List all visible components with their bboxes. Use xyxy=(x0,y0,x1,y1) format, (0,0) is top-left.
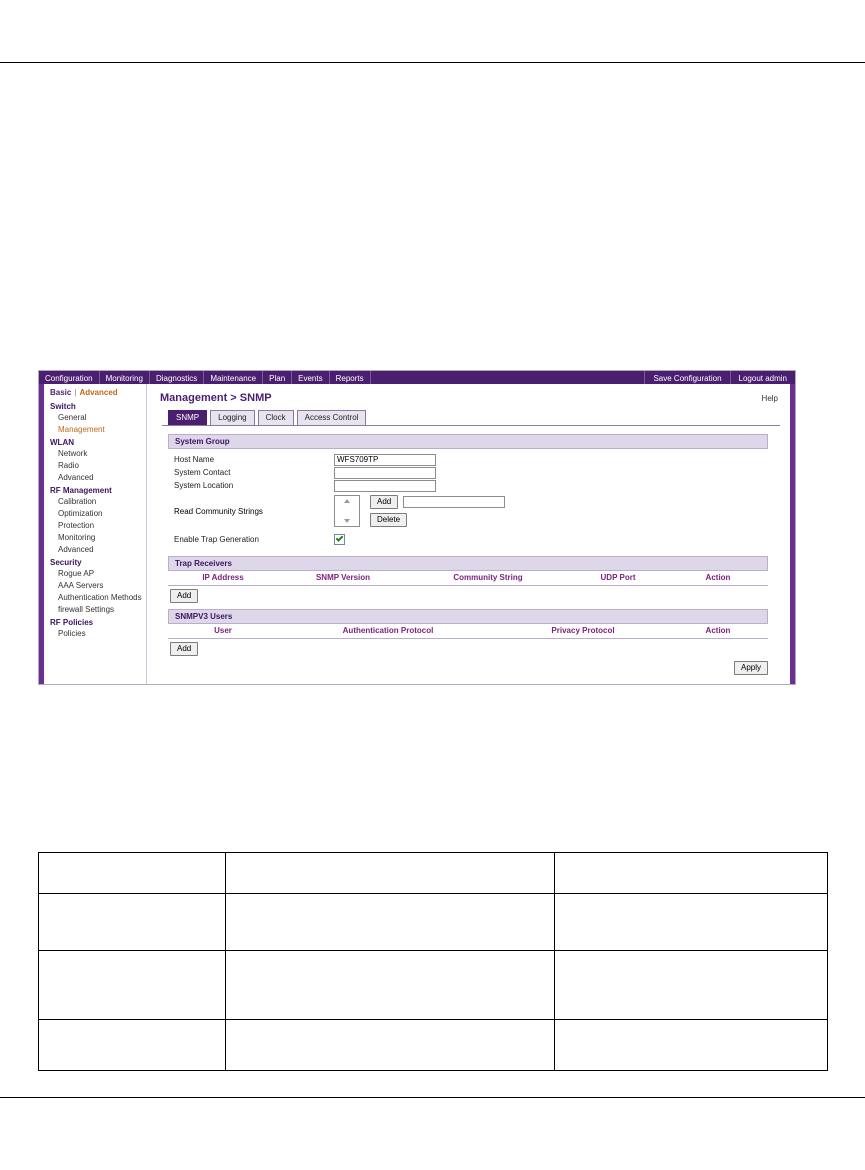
top-menu-bar xyxy=(39,371,795,384)
sidebar-item-authentication-methods[interactable]: Authentication Methods xyxy=(58,593,142,602)
enable-trap-label: Enable Trap Generation xyxy=(174,535,259,544)
doc-table-cell xyxy=(226,1020,555,1071)
system-location-label: System Location xyxy=(174,481,234,490)
sidebar-item-policies[interactable]: Policies xyxy=(58,629,86,638)
page-title-page: SNMP xyxy=(239,392,272,404)
host-name-label: Host Name xyxy=(174,455,215,464)
sidebar-mode-basic[interactable]: Basic xyxy=(50,388,72,397)
help-link[interactable]: Help xyxy=(761,394,778,403)
save-configuration-link[interactable]: Save Configuration xyxy=(644,371,729,384)
sidebar-item-monitoring[interactable]: Monitoring xyxy=(58,533,96,542)
sidebar xyxy=(44,384,147,685)
system-contact-label: System Contact xyxy=(174,468,231,477)
menu-item-events[interactable]: Events xyxy=(292,371,329,384)
doc-table-cell xyxy=(39,951,226,1020)
snmpv3-users-add-button[interactable]: Add xyxy=(170,642,198,656)
table-header-row xyxy=(168,571,768,586)
column-ip-address: IP Address xyxy=(168,571,278,586)
page-top-rule xyxy=(0,62,865,63)
trap-receivers-heading: Trap Receivers xyxy=(168,556,768,571)
read-community-add-button[interactable]: Add xyxy=(370,495,398,509)
menu-item-plan[interactable]: Plan xyxy=(263,371,292,384)
read-community-input[interactable] xyxy=(403,496,505,508)
page-bottom-rule xyxy=(0,1097,865,1098)
document-table xyxy=(38,852,828,1071)
webui-screenshot xyxy=(38,370,796,685)
sidebar-group-switch: Switch xyxy=(50,402,76,411)
trap-receivers-panel xyxy=(168,556,768,603)
system-contact-row xyxy=(174,466,768,479)
column-user: User xyxy=(168,624,278,639)
read-community-delete-button[interactable]: Delete xyxy=(370,513,407,527)
read-community-delete-line xyxy=(370,513,505,527)
menu-item-diagnostics[interactable]: Diagnostics xyxy=(150,371,204,384)
enable-trap-checkbox[interactable] xyxy=(334,534,345,545)
sidebar-group-security: Security xyxy=(50,558,82,567)
sidebar-group-rf-management: RF Management xyxy=(50,486,112,495)
page-title xyxy=(160,392,780,404)
sidebar-item-firewall-settings[interactable]: firewall Settings xyxy=(58,605,115,614)
read-community-add-line xyxy=(370,495,505,509)
read-community-strings-label: Read Community Strings xyxy=(174,506,263,516)
system-group-body xyxy=(168,449,768,550)
system-group-panel xyxy=(168,434,768,550)
scroll-down-icon[interactable] xyxy=(344,519,350,523)
table-row xyxy=(39,894,828,951)
column-udp-port: UDP Port xyxy=(568,571,668,586)
sidebar-item-rf-advanced[interactable]: Advanced xyxy=(58,545,94,554)
doc-table-header-cell-1 xyxy=(39,853,226,894)
sidebar-item-management[interactable]: Management xyxy=(58,425,105,434)
host-name-input[interactable] xyxy=(334,454,436,466)
sidebar-mode-separator: | xyxy=(74,388,77,397)
column-privacy-protocol: Privacy Protocol xyxy=(498,624,668,639)
host-name-row xyxy=(174,453,768,466)
sidebar-item-wlan-advanced[interactable]: Advanced xyxy=(58,473,94,482)
doc-table-cell xyxy=(226,951,555,1020)
sidebar-item-general[interactable]: General xyxy=(58,413,87,422)
table-row xyxy=(39,1020,828,1071)
doc-table-cell xyxy=(39,1020,226,1071)
menu-spacer xyxy=(371,371,645,384)
column-authentication-protocol: Authentication Protocol xyxy=(278,624,498,639)
system-contact-input[interactable] xyxy=(334,467,436,479)
snmpv3-users-heading: SNMPV3 Users xyxy=(168,609,768,624)
trap-receivers-actions xyxy=(168,586,768,603)
content-area xyxy=(148,384,790,685)
trap-receivers-table xyxy=(168,571,768,586)
menu-item-monitoring[interactable]: Monitoring xyxy=(100,371,150,384)
tab-clock[interactable]: Clock xyxy=(258,410,294,425)
sidebar-item-aaa-servers[interactable]: AAA Servers xyxy=(58,581,104,590)
doc-table-cell xyxy=(555,894,828,951)
table-row xyxy=(39,951,828,1020)
system-location-input[interactable] xyxy=(334,480,436,492)
apply-button[interactable]: Apply xyxy=(734,661,768,675)
right-accent-band xyxy=(790,384,795,685)
read-community-strings-listbox[interactable] xyxy=(334,495,360,527)
apply-row xyxy=(734,661,768,675)
sidebar-item-network[interactable]: Network xyxy=(58,449,88,458)
enable-trap-row xyxy=(174,533,768,546)
sidebar-item-rogue-ap[interactable]: Rogue AP xyxy=(58,569,95,578)
column-action: Action xyxy=(668,624,768,639)
doc-table-cell xyxy=(226,894,555,951)
page-title-separator: > xyxy=(227,392,240,404)
menu-item-configuration[interactable]: Configuration xyxy=(39,371,100,384)
snmpv3-users-panel xyxy=(168,609,768,656)
read-community-actions xyxy=(370,495,505,527)
sidebar-mode-advanced[interactable]: Advanced xyxy=(79,388,118,397)
table-header-row xyxy=(39,853,828,894)
logout-link[interactable]: Logout admin xyxy=(730,371,795,384)
sidebar-item-protection[interactable]: Protection xyxy=(58,521,95,530)
trap-receivers-add-button[interactable]: Add xyxy=(170,589,198,603)
snmpv3-users-table xyxy=(168,624,768,639)
sidebar-group-wlan: WLAN xyxy=(50,438,74,447)
snmpv3-users-actions xyxy=(168,639,768,656)
doc-table-cell xyxy=(555,1020,828,1071)
tab-logging[interactable]: Logging xyxy=(210,410,254,425)
table-header-row xyxy=(168,624,768,639)
scroll-up-icon[interactable] xyxy=(344,499,350,503)
tab-access-control[interactable]: Access Control xyxy=(297,410,367,425)
menu-item-reports[interactable]: Reports xyxy=(330,371,371,384)
menu-item-maintenance[interactable]: Maintenance xyxy=(204,371,263,384)
doc-table-header-cell-3 xyxy=(555,853,828,894)
sidebar-group-rf-policies: RF Policies xyxy=(50,618,94,627)
doc-table-cell xyxy=(555,951,828,1020)
sidebar-item-calibration[interactable]: Calibration xyxy=(58,497,97,506)
sidebar-item-radio[interactable]: Radio xyxy=(58,461,79,470)
tab-snmp[interactable]: SNMP xyxy=(168,410,207,425)
doc-table-cell xyxy=(39,894,226,951)
tab-strip xyxy=(162,411,780,426)
column-community-string: Community String xyxy=(408,571,568,586)
sidebar-item-optimization[interactable]: Optimization xyxy=(58,509,103,518)
read-community-strings-row xyxy=(174,495,768,527)
system-location-row xyxy=(174,479,768,492)
doc-table-header-cell-2 xyxy=(226,853,555,894)
column-snmp-version: SNMP Version xyxy=(278,571,408,586)
system-group-heading: System Group xyxy=(168,434,768,449)
column-action: Action xyxy=(668,571,768,586)
page-title-section: Management xyxy=(160,392,228,404)
sidebar-mode-switch xyxy=(44,387,146,400)
